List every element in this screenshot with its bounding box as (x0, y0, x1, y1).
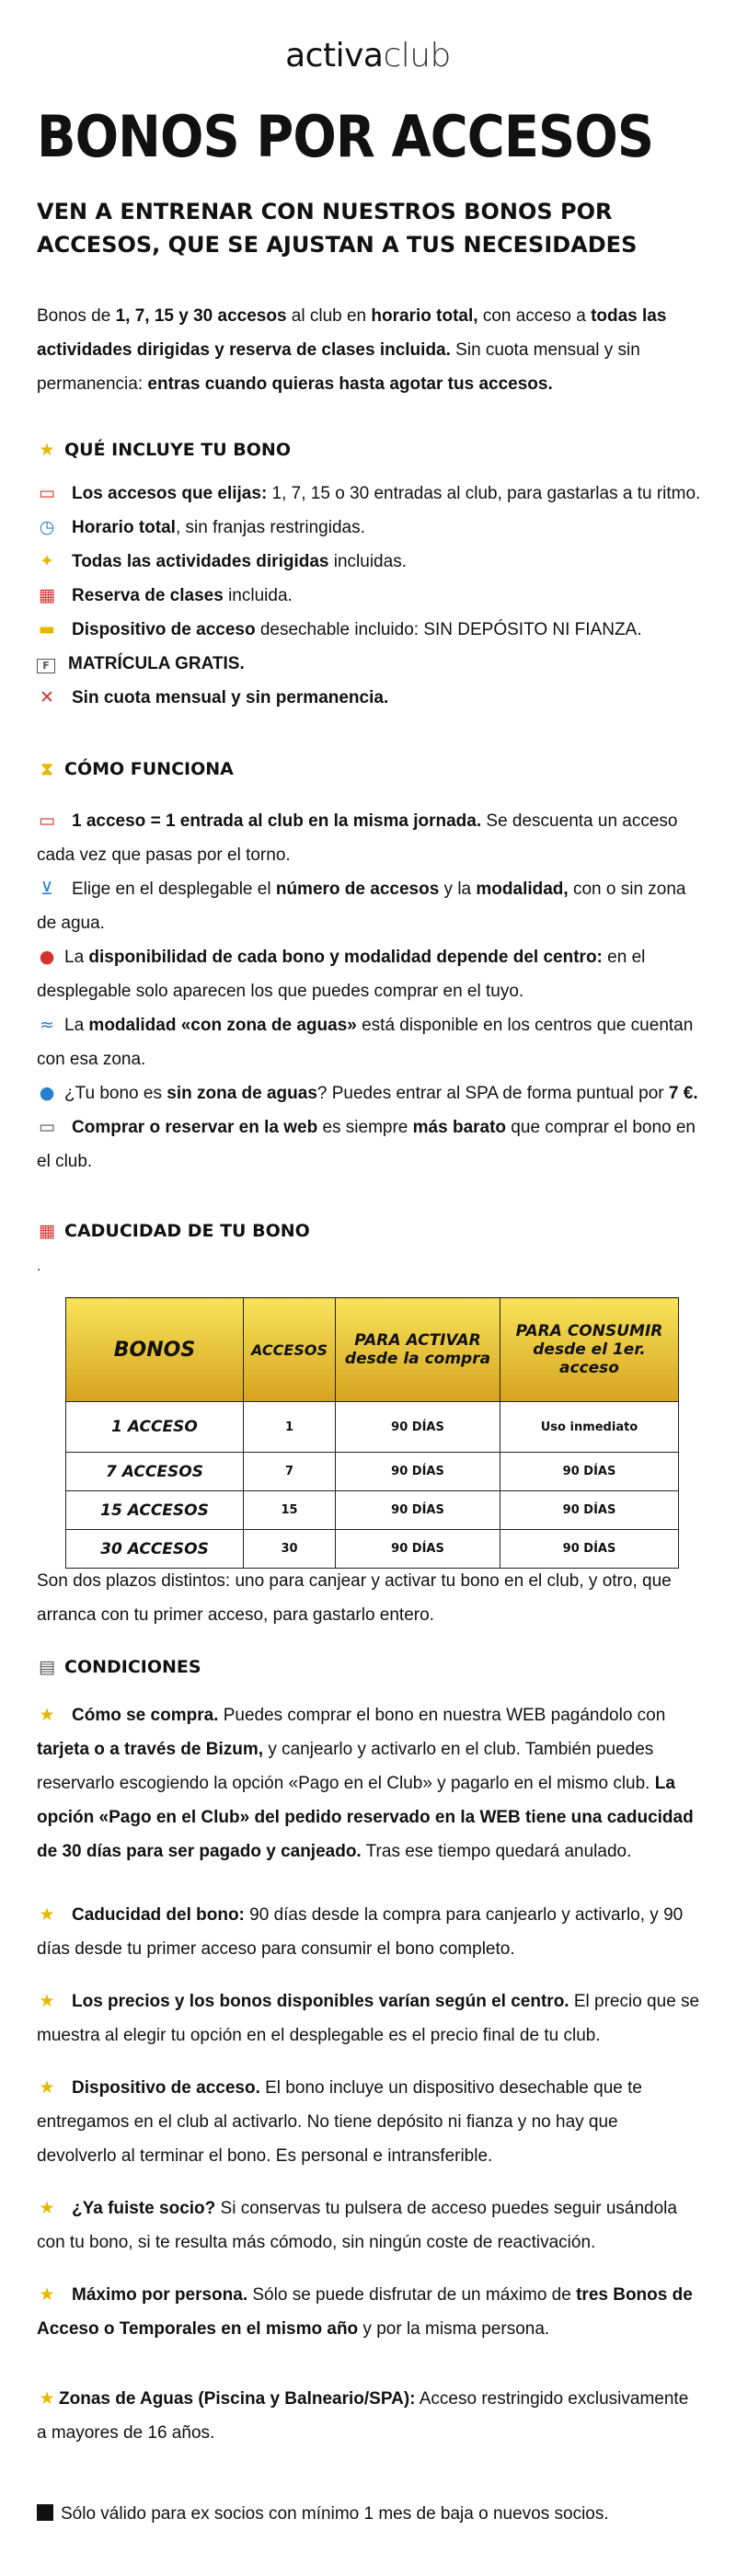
list-item: ⊻ Elige en el desplegable el número de accesos y la modalidad, con o sin zona de agua. (37, 872, 701, 940)
droplet-icon: ● (39, 1083, 55, 1103)
calendar-icon: ▦ (39, 585, 55, 605)
cart-icon: ⊻ (40, 879, 53, 899)
list-item: ● ¿Tu bono es sin zona de aguas? Puedes entrar al SPA de forma puntual por 7 €. (37, 1076, 701, 1110)
section-heading-how: ⧗ CÓMO FUNCIONA (37, 755, 699, 783)
list-item: ▬ Dispositivo de acceso desechable incluido: SIN DEPÓSITO NI FIANZA. (37, 613, 701, 647)
list-item: ▭ Los accesos que elijas: 1, 7, 15 o 30 entradas al club, para gastarlas a tu ritmo. (37, 477, 701, 511)
black-square-icon (37, 2504, 53, 2521)
table-cell: Uso inmediato (500, 1402, 679, 1453)
list-item: ▭ Comprar o reservar en la web es siempre más barato que comprar el bono en el club. (37, 1110, 701, 1179)
activaclub-logo[interactable]: activaclub (285, 37, 451, 75)
table-cell: 90 DÍAS (500, 1491, 679, 1530)
clipboard-icon: ▤ (39, 1657, 55, 1677)
star-icon: ★ (39, 1705, 55, 1725)
table-cell: 90 DÍAS (500, 1453, 679, 1491)
cross-icon: ✕ (40, 687, 54, 707)
condition-paragraph: ★ Dispositivo de acceso. El bono incluye un dispositivo desechable que te entregamos en el club al activarlo. No tiene depósito ni fianza y no hay que devolverlo al terminar el bono. Es personal e intransferible. (37, 2071, 701, 2173)
table-cell: 7 (244, 1453, 336, 1491)
table-header: PARA CONSUMIR desde el 1er. acceso (500, 1298, 679, 1402)
table-header-row (66, 1298, 679, 1402)
condition-paragraph: ★ Los precios y los bonos disponibles varían según el centro. El precio que se muestra al elegir tu opción en el desplegable es el precio final de tu club. (37, 1984, 701, 2053)
footnote: Sólo válido para ex socios con mínimo 1 mes de baja o nuevos socios. (37, 2501, 609, 2528)
table-cell: 15 (244, 1491, 336, 1530)
list-item: ≈ La modalidad «con zona de aguas» está disponible en los centros que cuentan con esa zona. (37, 1008, 701, 1076)
table-header: PARA ACTIVAR desde la compra (336, 1298, 500, 1402)
table-row (66, 1453, 679, 1491)
section-heading-includes: ★ QUÉ INCLUYE TU BONO (37, 436, 699, 464)
star-icon: ★ (39, 1904, 55, 1925)
star-icon: ★ (39, 2284, 55, 2305)
section-heading-conditions: ▤ CONDICIONES (37, 1653, 699, 1681)
section-heading-expiry: ▦ CADUCIDAD DE TU BONO (37, 1217, 699, 1245)
condition-paragraph: ★ ¿Ya fuiste socio? Si conservas tu pulsera de acceso puedes seguir usándola con tu bono, si te resulta más cómodo, sin ningún coste de reactivación. (37, 2191, 701, 2260)
table-cell: 15 ACCESOS (66, 1491, 244, 1530)
table-cell: 1 ACCESO (66, 1402, 244, 1453)
table-cell: 90 DÍAS (336, 1453, 500, 1491)
star-icon: ★ (39, 2198, 55, 2218)
intro-paragraph: Bonos de 1, 7, 15 y 30 accesos al club en horario total, con acceso a todas las actividades dirigidas y reserva de clases incluida. Sin cuota mensual y sin permanencia: entras cuando quieras hasta agotar tus accesos. (37, 306, 667, 394)
condition-paragraph: ★ Zonas de Aguas (Piscina y Balneario/SPA): Acceso restringido exclusivamente a mayores de 16 años. (37, 2382, 701, 2450)
stray-dot: . (37, 1259, 41, 1274)
table-cell: 30 ACCESOS (66, 1530, 244, 1569)
star-icon: ★ (39, 1991, 55, 2011)
table-row (66, 1402, 679, 1453)
table-cell: 30 (244, 1530, 336, 1569)
laptop-icon: ▭ (39, 1117, 55, 1137)
list-item: F MATRÍCULA GRATIS. (37, 647, 701, 681)
table-cell: 90 DÍAS (336, 1530, 500, 1569)
table-row (66, 1530, 679, 1569)
table-cell: 7 ACCESOS (66, 1453, 244, 1491)
condition-paragraph: ★ Cómo se compra. Puedes comprar el bono en nuestra WEB pagándolo con tarjeta o a través de Bizum, y canjearlo y activarlo en el club. También puedes reservarlo escogiendo la opción «Pago en el Club» y pagarlo en el mismo club. La opción «Pago en el Club» del pedido reservado en la WEB tiene una caducidad de 30 días para ser pagado y canjeado. Tras ese tiempo quedará anulado. (37, 1698, 701, 1869)
list-item: ✦ Todas las actividades dirigidas incluidas. (37, 545, 701, 579)
star-icon: ★ (39, 2077, 55, 2098)
clock-icon: ◷ (39, 517, 55, 537)
star-icon: ★ (39, 2388, 55, 2409)
expiry-note: Son dos plazos distintos: uno para canjear y activar tu bono en el club, y otro, que arranca con tu primer acceso, para gastarlo entero. (37, 1571, 672, 1625)
free-icon: F (37, 659, 55, 673)
table-cell: 1 (244, 1402, 336, 1453)
list-item: ▦ Reserva de clases incluida. (37, 579, 701, 613)
expiry-table (65, 1297, 679, 1569)
page-subtitle: VEN A ENTRENAR CON NUESTROS BONOS POR ACCESOS, QUE SE AJUSTAN A TUS NECESIDADES (37, 199, 638, 258)
table-header: BONOS (66, 1298, 244, 1402)
ticket-icon: ▭ (39, 811, 55, 831)
table-cell: 90 DÍAS (336, 1402, 500, 1453)
condition-paragraph: ★ Máximo por persona. Sólo se puede disfrutar de un máximo de tres Bonos de Acceso o Temporales en el mismo año y por la misma persona. (37, 2278, 701, 2346)
ticket-icon: ▭ (39, 483, 55, 503)
table-row (66, 1491, 679, 1530)
list-item: ◷ Horario total, sin franjas restringidas. (37, 511, 701, 545)
list-item: ● La disponibilidad de cada bono y modalidad depende del centro: en el desplegable solo aparecen los que puedes comprar en el tuyo. (37, 940, 701, 1008)
swimmer-icon: ≈ (40, 1015, 54, 1035)
star-icon: ★ (39, 440, 55, 460)
calendar-icon: ▦ (39, 1221, 55, 1241)
list-item: ✕ Sin cuota mensual y sin permanencia. (37, 681, 701, 715)
page-title: BONOS POR ACCESOS (37, 103, 654, 170)
pin-icon: ● (39, 947, 55, 967)
list-item: ▭ 1 acceso = 1 entrada al club en la misma jornada. Se descuenta un acceso cada vez que pasas por el torno. (37, 804, 701, 872)
condition-paragraph: ★ Caducidad del bono: 90 días desde la compra para canjearlo y activarlo, y 90 días desde tu primer acceso para consumir el bono completo. (37, 1898, 701, 1966)
table-cell: 90 DÍAS (336, 1491, 500, 1530)
card-icon: ▬ (39, 619, 55, 639)
table-header: ACCESOS (244, 1298, 336, 1402)
hourglass-icon: ⧗ (40, 759, 53, 779)
table-cell: 90 DÍAS (500, 1530, 679, 1569)
gymnast-icon: ✦ (40, 551, 54, 571)
